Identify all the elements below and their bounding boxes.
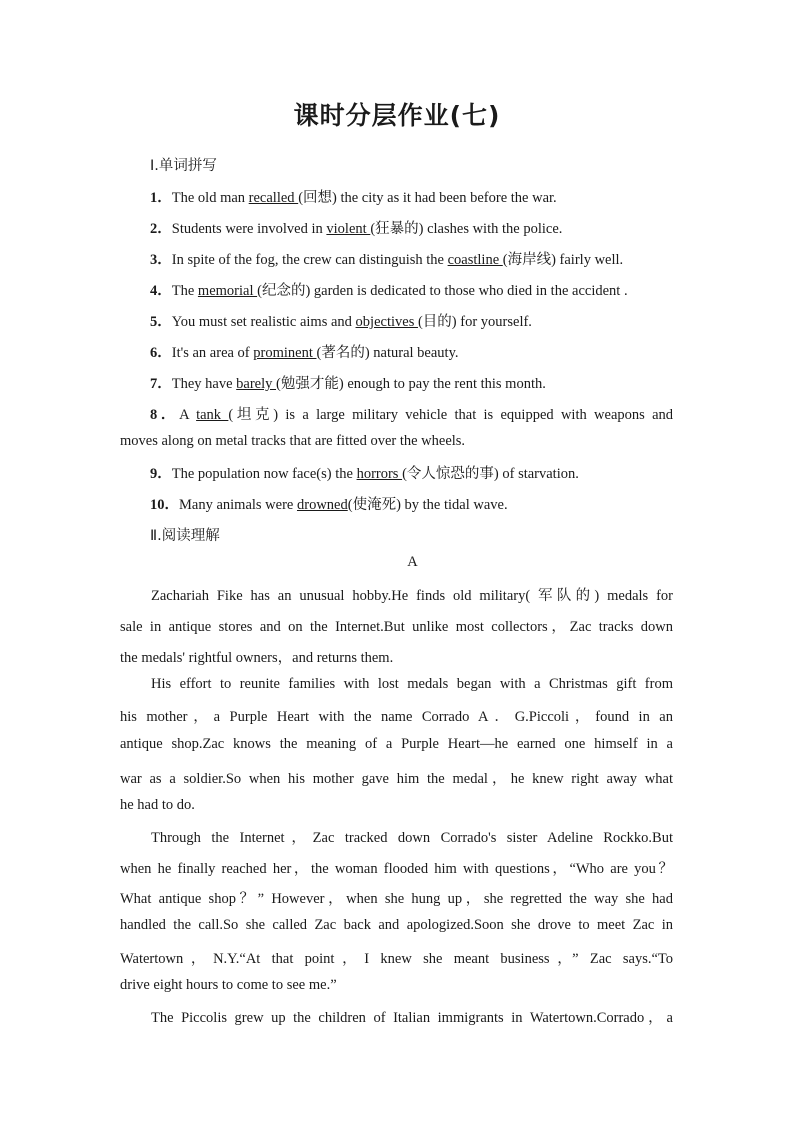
- page-title: 课时分层作业(七): [293, 101, 501, 130]
- item-text-post: (纪念的) garden is dedicated to those who died in the accident .: [257, 283, 628, 299]
- exercise-item-1: [150, 186, 673, 207]
- item-text-pre: You must set realistic aims and: [171, 314, 356, 330]
- passage-line: Zachariah Fike has an unusual hobby.He finds old military( 军队的) medals for: [151, 588, 673, 604]
- answer-word: prominent: [253, 345, 317, 361]
- section-heading-reading: Ⅱ.阅读理解: [150, 528, 220, 544]
- item-text-pre: The: [171, 283, 198, 299]
- item-number: 4．: [150, 283, 172, 299]
- item-number: 1．: [150, 190, 172, 206]
- item-number: 6．: [150, 345, 172, 361]
- answer-word: barely: [236, 376, 277, 392]
- answer-word: horrors: [356, 466, 403, 482]
- passage-line: the medals' rightful owners，and returns them.: [120, 650, 394, 666]
- item-text-pre: Many animals were: [179, 497, 297, 513]
- answer-word: violent: [326, 221, 371, 237]
- passage-line: Watertown，N.Y.“At that point，I knew she meant business，” Zac says.“To: [120, 951, 673, 967]
- item-text-post: (狂暴的) clashes with the police.: [370, 221, 563, 237]
- item-text-pre: In spite of the fog, the crew can distinguish the: [171, 252, 448, 268]
- exercise-item-3: [150, 248, 673, 269]
- answer-word: drowned: [296, 497, 348, 513]
- item-text-pre: It's an area of: [171, 345, 254, 361]
- passage-label: A: [407, 554, 418, 570]
- item-number: 9．: [150, 466, 172, 482]
- item-text-pre: The population now face(s) the: [171, 466, 357, 482]
- item-text-post: (坦克) is a large military vehicle that is equipped with weapons and: [228, 407, 674, 423]
- answer-word: memorial: [197, 283, 258, 299]
- item-text-post: (回想) the city as it had been before the war.: [298, 190, 557, 206]
- answer-word: recalled: [248, 190, 299, 206]
- item-text-pre: A: [179, 407, 197, 423]
- exercise-item-10: [150, 493, 673, 514]
- passage-line: What antique shop？” However，when she hung up，she regretted the way she had: [120, 891, 673, 907]
- item-number: 5．: [150, 314, 172, 330]
- passage-line: war as a soldier.So when his mother gave him the medal，he knew right away what: [120, 771, 673, 787]
- exercise-item-2: [150, 217, 673, 238]
- answer-word: coastline: [447, 252, 503, 268]
- exercise-item-4: [150, 279, 673, 300]
- exercise-item-6: [150, 341, 673, 362]
- exercise-item-8-continuation: moves along on metal tracks that are fitted over the wheels.: [120, 433, 466, 449]
- exercise-item-7: [150, 372, 673, 393]
- item-text-pre: The old man: [171, 190, 249, 206]
- passage-line: handled the call.So she called Zac back and apologized.Soon she drove to meet Zac in: [120, 917, 673, 933]
- item-number: 3．: [150, 252, 172, 268]
- item-text-post: (勉强才能) enough to pay the rent this month.: [276, 376, 546, 392]
- passage-line: His effort to reunite families with lost medals began with a Christmas gift from: [151, 676, 673, 692]
- item-text-pre: They have: [171, 376, 237, 392]
- item-text-post: (目的) for yourself.: [417, 314, 532, 330]
- item-number: 10．: [150, 497, 179, 513]
- passage-line: when he finally reached her，the woman flooded him with questions，“Who are you？: [120, 861, 673, 877]
- section-heading-vocabulary: Ⅰ.单词拼写: [150, 158, 217, 174]
- answer-word: objectives: [355, 314, 418, 330]
- item-number: 8．: [150, 407, 180, 423]
- passage-line: drive eight hours to come to see me.”: [120, 977, 337, 993]
- exercise-item-5: [150, 310, 673, 331]
- passage-line: Through the Internet，Zac tracked down Corrado's sister Adeline Rockko.But: [151, 830, 673, 846]
- exercise-item-9: [150, 462, 673, 483]
- passage-line: antique shop.Zac knows the meaning of a Purple Heart—he earned one himself in a: [120, 736, 673, 752]
- item-text-pre: Students were involved in: [171, 221, 327, 237]
- item-number: 2．: [150, 221, 172, 237]
- item-text-post: (著名的) natural beauty.: [316, 345, 459, 361]
- item-number: 7．: [150, 376, 172, 392]
- item-text-post: (令人惊恐的事) of starvation.: [402, 466, 579, 482]
- passage-line: he had to do.: [120, 797, 195, 813]
- exercise-item-8: [150, 403, 673, 424]
- passage-line: sale in antique stores and on the Internet.But unlike most collectors，Zac tracks down: [120, 619, 673, 635]
- item-text-post: (使淹死) by the tidal wave.: [347, 497, 508, 513]
- item-text-post: (海岸线) fairly well.: [502, 252, 624, 268]
- passage-line: his mother，a Purple Heart with the name Corrado A．G.Piccoli，found in an: [120, 709, 673, 725]
- answer-word: tank: [196, 407, 229, 423]
- passage-line: The Piccolis grew up the children of Italian immigrants in Watertown.Corrado，a: [151, 1010, 673, 1026]
